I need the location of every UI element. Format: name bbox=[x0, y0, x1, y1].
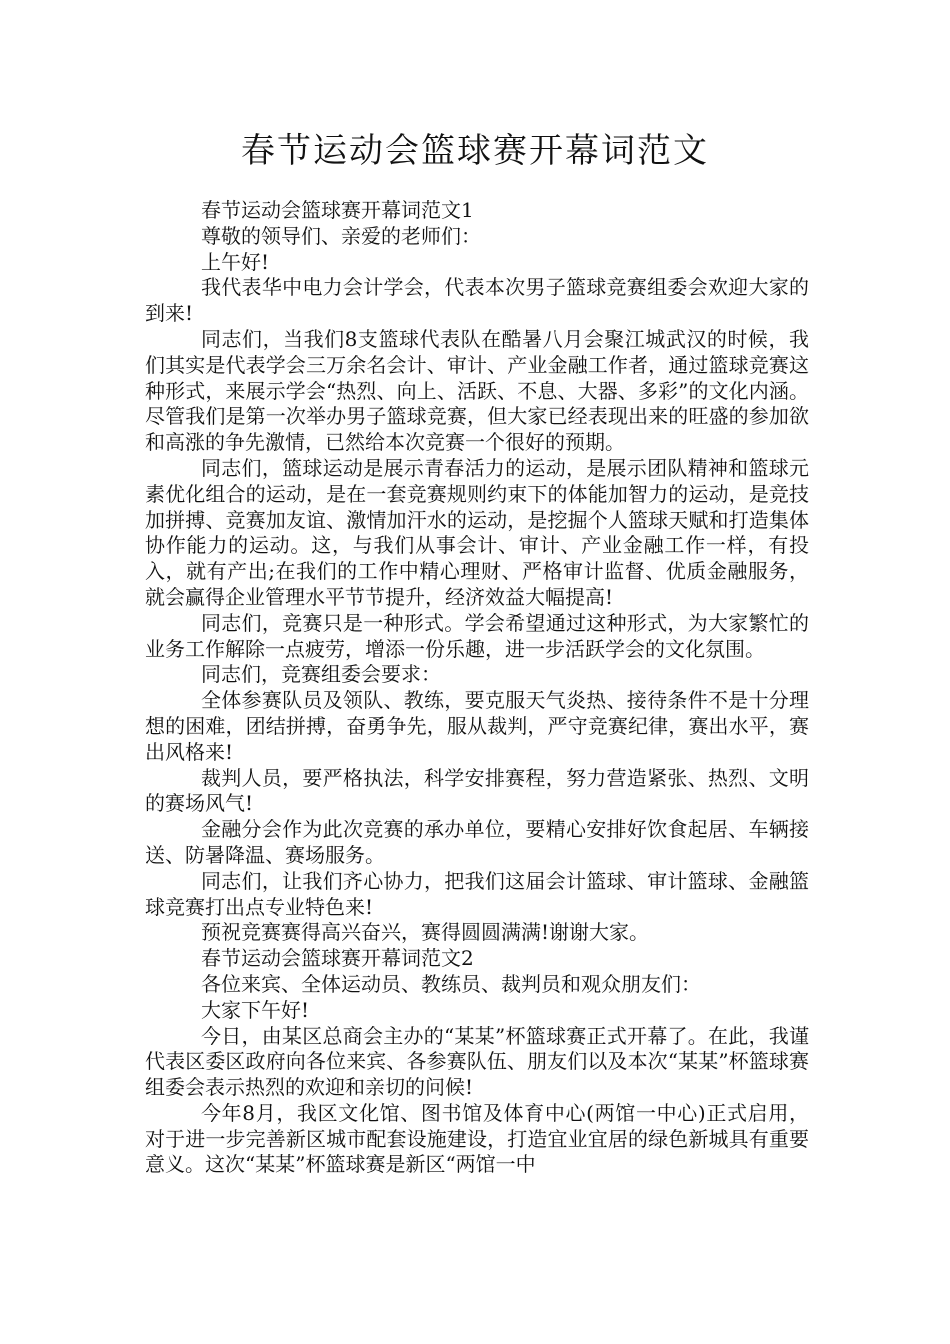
document-title: 春节运动会篮球赛开幕词范文 bbox=[241, 131, 709, 171]
paragraph: 裁判人员，要严格执法，科学安排赛程，努力营造紧张、热烈、文明的赛场风气! bbox=[145, 765, 809, 816]
salutation: 各位来宾、全体运动员、教练员、裁判员和观众朋友们： bbox=[201, 971, 701, 996]
paragraph: 同志们，当我们8支篮球代表队在酷暑八月会聚江城武汉的时候，我们其实是代表学会三万余名会计、审计、产业金融工作者，通过篮球竞赛这种形式，来展示学会“热烈、向上、活跃、不息、大器、多彩”的文化内涵。尽管我们是第一次举办男子篮球竞赛，但大家已经表现出来的旺盛的参加欲和高涨的争先激情，已然给本次竞赛一个很好的预期。 bbox=[145, 326, 809, 455]
paragraph: 同志们，竞赛只是一种形式。学会希望通过这种形式，为大家繁忙的业务工作解除一点疲劳，增添一份乐趣，进一步活跃学会的文化氛围。 bbox=[145, 610, 809, 661]
section-heading-2: 春节运动会篮球赛开幕词范文2 bbox=[201, 946, 474, 971]
greeting: 大家下午好! bbox=[201, 997, 310, 1022]
paragraph: 今日，由某区总商会主办的“某某”杯篮球赛正式开幕了。在此，我谨代表区委区政府向各位来宾、各参赛队伍、朋友们以及本次“某某”杯篮球赛组委会表示热烈的欢迎和亲切的问候! bbox=[145, 1023, 809, 1100]
section-heading-1: 春节运动会篮球赛开幕词范文1 bbox=[201, 198, 474, 222]
paragraph: 我代表华中电力会计学会，代表本次男子篮球竞赛组委会欢迎大家的到来! bbox=[145, 275, 809, 326]
greeting: 上午好! bbox=[201, 249, 270, 274]
paragraph: 同志们，竞赛组委会要求： bbox=[201, 662, 441, 687]
paragraph: 预祝竞赛赛得高兴奋兴，赛得圆圆满满!谢谢大家。 bbox=[201, 920, 650, 945]
salutation: 尊敬的领导们、亲爱的老师们： bbox=[201, 223, 481, 248]
paragraph: 同志们，篮球运动是展示青春活力的运动，是展示团队精神和篮球元素优化组合的运动，是在一套竞赛规则约束下的体能加智力的运动，是竞技加拼搏、竞赛加友谊、激情加汗水的运动，是挖掘个人篮球天赋和打造集体协作能力的运动。这，与我们从事会计、审计、产业金融工作一样，有投入，就有产出;在我们的工作中精心理财、严格审计监督、优质金融服务，就会赢得企业管理水平节节提升，经济效益大幅提高! bbox=[145, 455, 809, 609]
document-body bbox=[145, 198, 809, 1178]
paragraph: 全体参赛队员及领队、教练，要克服天气炎热、接待条件不是十分理想的困难，团结拼搏，奋勇争先，服从裁判，严守竞赛纪律，赛出水平，赛出风格来! bbox=[145, 688, 809, 764]
paragraph: 同志们，让我们齐心协力，把我们这届会计篮球、审计篮球、金融篮球竞赛打出点专业特色来! bbox=[145, 868, 809, 919]
paragraph: 金融分会作为此次竞赛的承办单位，要精心安排好饮食起居、车辆接送、防暑降温、赛场服务。 bbox=[145, 817, 809, 867]
paragraph: 今年8月，我区文化馆、图书馆及体育中心(两馆一中心)正式启用，对于进一步完善新区城市配套设施建设，打造宜业宜居的绿色新城具有重要意义。这次“某某”杯篮球赛是新区“两馆一中 bbox=[145, 1100, 809, 1177]
